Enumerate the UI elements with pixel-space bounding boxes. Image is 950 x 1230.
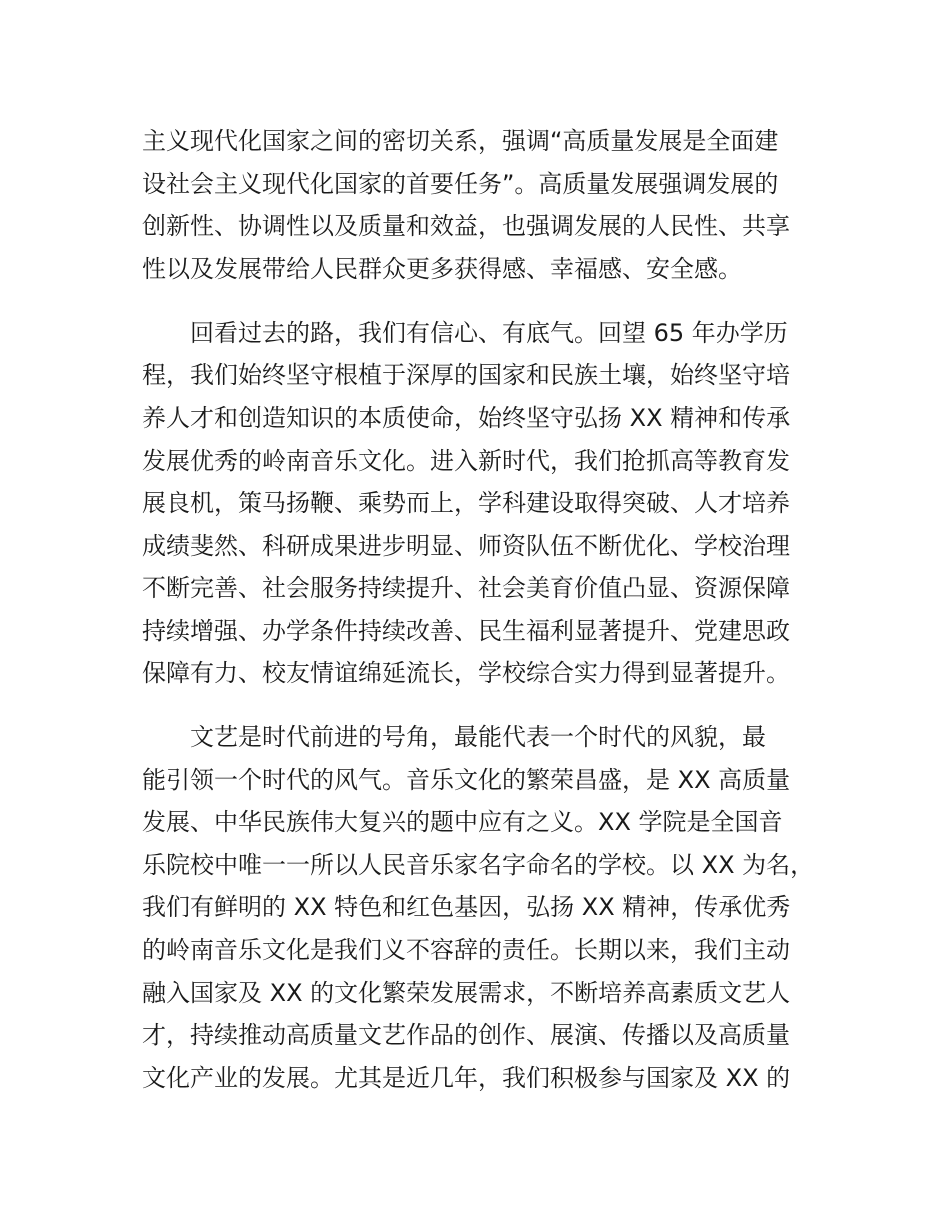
paragraph-line: 保障有力、校友情谊绵延流长，学校综合实力得到显著提升。 (142, 659, 790, 687)
paragraph-line: 主义现代化国家之间的密切关系，强调“高质量发展是全面建 (142, 127, 779, 155)
paragraph-line: 程，我们始终坚守根植于深厚的国家和民族土壤，始终坚守培 (142, 361, 790, 389)
paragraph-line: 成绩斐然、科研成果进步明显、师资队伍不断优化、学校治理 (142, 532, 790, 560)
paragraph-line: 文艺是时代前进的号角，最能代表一个时代的风貌，最 (190, 723, 766, 751)
paragraph-line: 设社会主义现代化国家的首要任务”。高质量发展强调发展的 (142, 170, 779, 198)
paragraph-line: 能引领一个时代的风气。音乐文化的繁荣昌盛，是 XX 高质量 (142, 766, 791, 794)
paragraph-line: 不断完善、社会服务持续提升、社会美育价值凸显、资源保障 (142, 574, 790, 602)
paragraph-line: 回看过去的路，我们有信心、有底气。回望 65 年办学历 (190, 319, 788, 347)
paragraph-line: 持续增强、办学条件持续改善、民生福利显著提升、党建思政 (142, 617, 790, 645)
paragraph-line: 养人才和创造知识的本质使命，始终坚守弘扬 XX 精神和传承 (142, 404, 791, 432)
paragraph-line: 文化产业的发展。尤其是近几年，我们积极参与国家及 XX 的 (142, 1064, 791, 1092)
paragraph-line: 才，持续推动高质量文艺作品的创作、展演、传播以及高质量 (142, 1021, 790, 1049)
paragraph-line: 创新性、协调性以及质量和效益，也强调发展的人民性、共享 (142, 212, 790, 240)
paragraph-line: 发展、中华民族伟大复兴的题中应有之义。XX 学院是全国音 (142, 808, 783, 836)
paragraph-line: 我们有鲜明的 XX 特色和红色基因，弘扬 XX 精神，传承优秀 (142, 893, 791, 921)
paragraph-line: 性以及发展带给人民群众更多获得感、幸福感、安全感。 (142, 255, 742, 283)
paragraph-line: 融入国家及 XX 的文化繁荣发展需求，不断培养高素质文艺人 (142, 979, 791, 1007)
paragraph-line: 发展优秀的岭南音乐文化。进入新时代，我们抢抓高等教育发 (142, 447, 790, 475)
paragraph-line: 展良机，策马扬鞭、乘势而上，学科建设取得突破、人才培养 (142, 489, 790, 517)
paragraph-line: 的岭南音乐文化是我们义不容辞的责任。长期以来，我们主动 (142, 936, 790, 964)
paragraph-line: 乐院校中唯一一所以人民音乐家名字命名的学校。以 XX 为名， (142, 851, 815, 879)
